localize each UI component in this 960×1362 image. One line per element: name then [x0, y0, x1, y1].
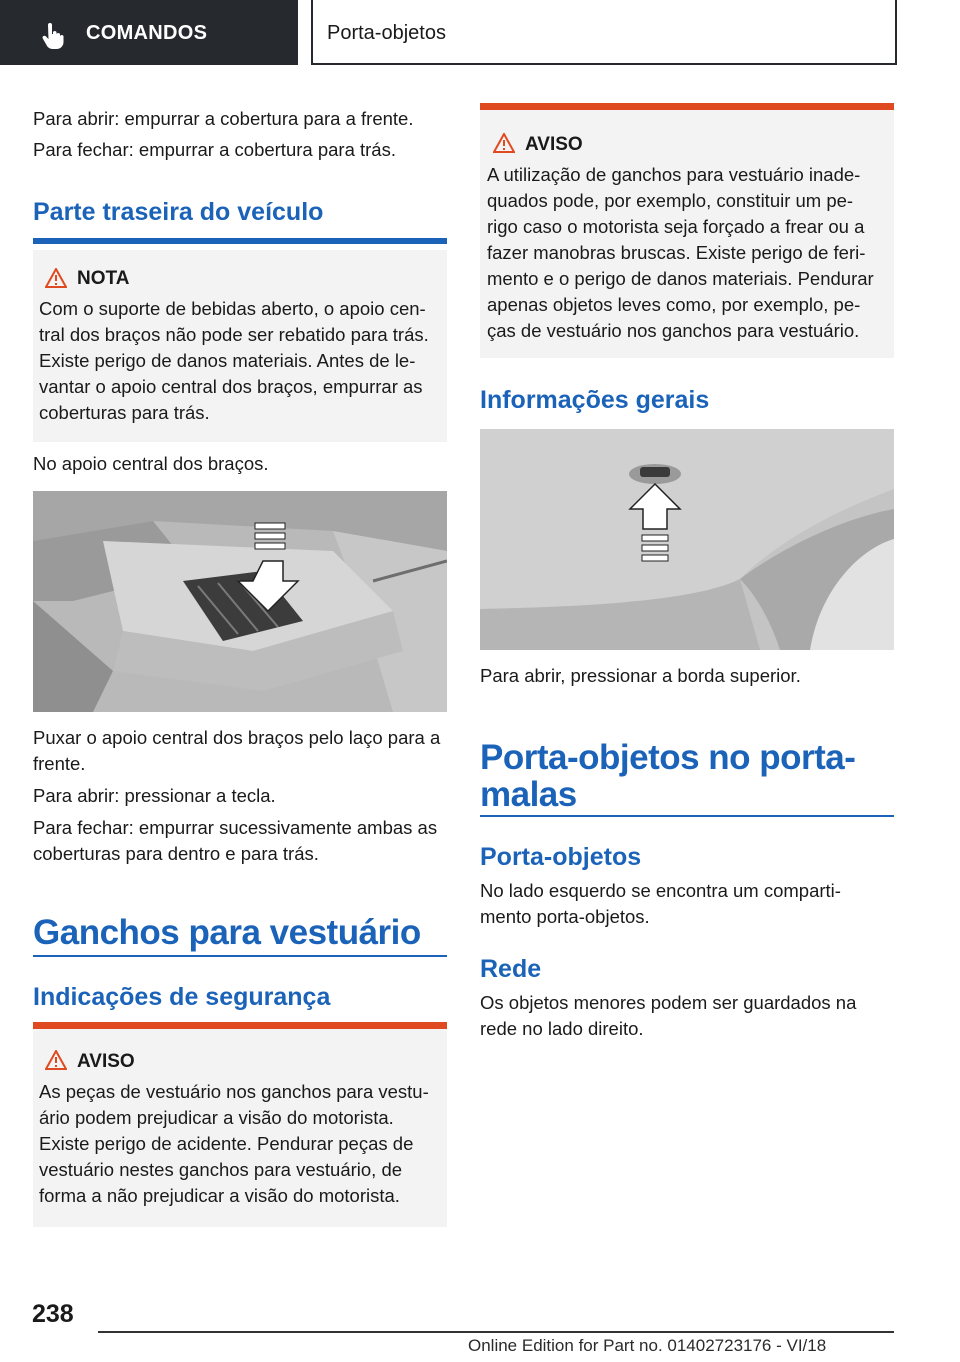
- hand-pointer-icon: [40, 23, 66, 49]
- heading-storage: Porta-objetos: [480, 843, 642, 871]
- section-title: COMANDOS: [86, 22, 208, 44]
- note-title: NOTA: [77, 268, 130, 289]
- footer-rule: [98, 1331, 894, 1333]
- armrest-illustration: [33, 491, 447, 712]
- warning-line: forma a não prejudicar a visão do motorista.: [39, 1185, 400, 1206]
- paragraph-pull-armrest-2: frente.: [33, 753, 86, 774]
- note-body: [39, 296, 429, 426]
- paragraph-close-both-1: Para fechar: empurrar sucessivamente ambas as: [33, 817, 438, 838]
- paragraph-armrest: No apoio central dos braços.: [33, 453, 269, 474]
- paragraph-pull-armrest-1: Puxar o apoio central dos braços pelo laço para a: [33, 727, 441, 748]
- warning-line: rigo caso o motorista seja forçado a frear ou a: [487, 216, 865, 237]
- heading-hooks: Ganchos para vestuário: [33, 913, 421, 952]
- paragraph-open-cover: Para abrir: empurrar a cobertura para a frente.: [33, 108, 414, 129]
- heading-rear: Parte traseira do veículo: [33, 198, 324, 226]
- warning-bar: [480, 103, 894, 110]
- warning-box-right: [480, 103, 894, 358]
- note-line: tral dos braços não pode ser rebatido para trás.: [39, 324, 429, 345]
- warning-line: quados pode, por exemplo, constituir um pe-: [487, 190, 854, 211]
- warning-line: Existe perigo de acidente. Pendurar peças de: [39, 1133, 414, 1154]
- note-line: Existe perigo de danos materiais. Antes de le-: [39, 350, 416, 371]
- heading-underline: [33, 238, 447, 244]
- heading-general-info: Informações gerais: [480, 386, 710, 414]
- armrest-photo: [33, 491, 447, 712]
- paragraph-close-both-2: coberturas para dentro e para trás.: [33, 843, 319, 864]
- section-tab: [0, 0, 298, 65]
- warning-bar: [33, 1022, 447, 1029]
- paragraph-storage-2: mento porta-objetos.: [480, 906, 650, 927]
- paragraph-press-key: Para abrir: pressionar a tecla.: [33, 785, 276, 806]
- heading-trunk-line1: Porta-objetos no porta-: [480, 738, 856, 777]
- note-line: coberturas para trás.: [39, 402, 210, 423]
- heading-net: Rede: [480, 955, 542, 983]
- paragraph-press-edge: Para abrir, pressionar a borda superior.: [480, 665, 801, 686]
- warning-line: As peças de vestuário nos ganchos para vestu-: [39, 1081, 429, 1102]
- warning-triangle-icon: [493, 133, 515, 153]
- heading-rule: [33, 955, 447, 957]
- warning-line: fazer manobras bruscas. Existe perigo de feri-: [487, 242, 866, 263]
- warning-title: AVISO: [525, 134, 583, 155]
- warning-title: AVISO: [77, 1051, 135, 1072]
- heading-safety: Indicações de segurança: [33, 983, 331, 1011]
- warning-box-left: [33, 1022, 447, 1227]
- paragraph-storage-1: No lado esquerdo se encontra um comparti-: [480, 880, 841, 901]
- ceiling-hook-photo: [480, 429, 894, 650]
- ceiling-hook-illustration: [480, 429, 894, 650]
- paragraph-close-cover: Para fechar: empurrar a cobertura para trás.: [33, 139, 396, 160]
- paragraph-net-1: Os objetos menores podem ser guardados na: [480, 992, 857, 1013]
- warning-body: [39, 1079, 429, 1209]
- warning-line: mento e o perigo de danos materiais. Pendurar: [487, 268, 874, 289]
- warning-body: [487, 162, 874, 344]
- warning-triangle-icon: [45, 268, 67, 288]
- chapter-tab: [311, 0, 897, 65]
- footer-edition: Online Edition for Part no. 01402723176 - VI/18: [468, 1336, 827, 1355]
- warning-line: ário podem prejudicar a visão do motorista.: [39, 1107, 394, 1128]
- warning-line: apenas objetos leves como, por exemplo, pe-: [487, 294, 861, 315]
- page-number: 238: [32, 1300, 74, 1328]
- paragraph-net-2: rede no lado direito.: [480, 1018, 644, 1039]
- note-box: [33, 250, 447, 442]
- warning-line: vestuário nestes ganchos para vestuário, de: [39, 1159, 403, 1180]
- heading-trunk-line2: malas: [480, 775, 577, 814]
- warning-line: A utilização de ganchos para vestuário inade-: [487, 164, 861, 185]
- warning-triangle-icon: [45, 1050, 67, 1070]
- heading-rule: [480, 815, 894, 817]
- warning-line: ças de vestuário nos ganchos para vestuário.: [487, 320, 860, 341]
- note-line: Com o suporte de bebidas aberto, o apoio cen-: [39, 298, 426, 319]
- note-line: vantar o apoio central dos braços, empurrar as: [39, 376, 423, 397]
- chapter-title: Porta-objetos: [327, 22, 446, 44]
